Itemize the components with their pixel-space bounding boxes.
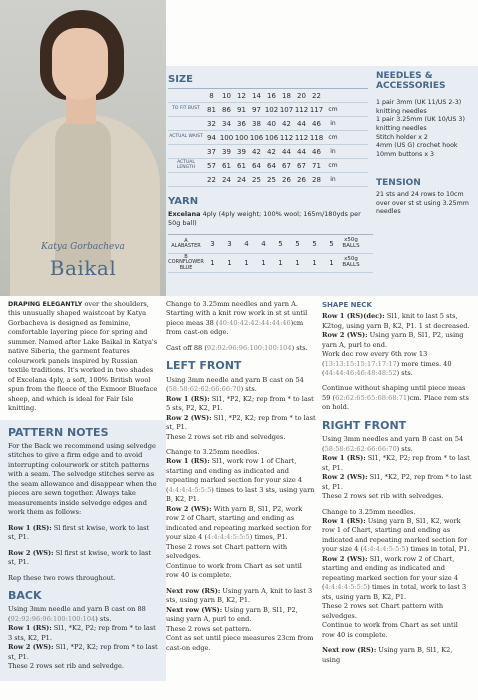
yarn-cell: 5: [278, 240, 283, 248]
pattern-notes-text: For the Back we recommend using selvedge stitches to give a firm edge and to avoid interrupting colourwork or stitch patterns with a seam. The selvedge stitches serve as the seam allowance and disappear when the pieces are sewn together. Always take measurements inside selvedge edges and work them as follows:: [8, 442, 157, 517]
lf-next-ws-label: Next row (WS):: [166, 605, 223, 614]
yarn-cell: 5: [295, 240, 300, 248]
rf-chart-row-1-sizes: 4:4:4:4:5:5:5: [363, 545, 406, 554]
rf-chart-row-2: [322, 555, 472, 602]
intro-text: over the shoulders, this unusually shaped waistcoat by Katya Gorbacheva is designed as feminine, comfortable layering piece for spring and summer. Named after Lake Baikal in Katya's native Siberia, the garment features colourwork panels inspired by Russian textile traditions. It's worked in two shades of Excelana 4ply, a soft, 100% British wool spun from the fleece of the Exmoor Blueface sheep, and which is ideal for Fair Isle knitting.: [8, 300, 158, 413]
size-cell: 8: [209, 91, 214, 100]
lf-chart-row-1-label: Row 1 (RS):: [166, 457, 210, 466]
size-cell: 25: [267, 175, 276, 184]
lf-cast-on: [166, 376, 316, 442]
size-cell: 97: [252, 105, 261, 114]
size-cell: 44: [297, 119, 306, 128]
yarn-code: A: [184, 237, 188, 244]
size-cell: 67: [282, 161, 291, 170]
rf-row-2-text: Sl1, *K2, P2, rep from * to last st, P1.: [322, 473, 472, 491]
intro-paragraph: [8, 300, 158, 414]
rf-chart-row-2-post: ) times in total, work to last 3 sts, using yarn B, K2, P1.: [322, 583, 467, 601]
shape-neck-heading: SHAPE NECK: [322, 301, 372, 309]
size-row-label: TO FIT BUST: [172, 106, 200, 112]
size-cell: 100: [234, 133, 249, 142]
notes-row-2: [8, 549, 158, 568]
yarn-cell: 4: [244, 240, 249, 248]
size-cell: 16: [267, 91, 276, 100]
size-cell: 46: [312, 119, 321, 128]
needles-item: 10mm buttons x 3: [376, 151, 435, 159]
rf-row-1-label: Row 1 (RS):: [322, 454, 366, 463]
size-unit: in: [330, 148, 336, 155]
yarn-cell: 3: [227, 240, 232, 248]
lf-chart-row-2-sizes: 4:4:4:4:5:5:5: [207, 533, 250, 542]
sn-cont-post: )cm. Place rem sts on hold.: [322, 393, 469, 412]
size-cell: 42: [282, 119, 291, 128]
rf-chart-row-2-label: Row 2 (WS):: [322, 554, 368, 563]
needles-item: 1 pair 3.25mm (UK 10/US 3) knitting needles: [376, 116, 465, 133]
yarn-desc-text: 4ply (4ply weight; 100% wool; 165m/180yds per 50g ball): [168, 210, 361, 228]
size-cell: 36: [237, 119, 246, 128]
yarn-code: B: [184, 253, 188, 260]
size-cell: 46: [312, 147, 321, 156]
size-cell: 32: [207, 119, 216, 128]
column-2: [166, 300, 316, 659]
lf-next-rs-label: Next row (RS):: [166, 586, 221, 595]
size-cell: 118: [309, 133, 324, 142]
sn-cont-sizes: 62:62:65:65:68:68:71: [335, 393, 408, 402]
needles-heading-line2: ACCESSORIES: [376, 80, 446, 91]
model-face: [52, 28, 108, 100]
yarn-row-label: [168, 255, 204, 272]
size-cell: 112: [294, 105, 309, 114]
size-cell: 12: [237, 91, 246, 100]
rf-chart-row-1-post: ) times in total, P1.: [405, 545, 470, 554]
back-body-sizes: 40:40:42:42:44:44:46: [218, 318, 291, 327]
left-front-heading: LEFT FRONT: [166, 359, 242, 373]
yarn-row: [168, 235, 373, 254]
size-row: [168, 131, 368, 145]
back-body-post: )cm from cast-on edge.: [166, 318, 304, 337]
intro-lead: DRAPING ELEGANTLY: [8, 301, 83, 308]
size-cell: 112: [279, 133, 294, 142]
back-row-2-label: Row 2 (WS):: [8, 643, 54, 652]
lf-cast-sizes: 58:58:62:62:66:66:70: [168, 385, 241, 394]
size-cell: 44: [297, 147, 306, 156]
pattern-title: Baikal: [49, 256, 117, 280]
rf-cast-pre: Using 3mm needles and yarn B cast on 54 (: [322, 435, 464, 453]
yarn-table: [168, 234, 373, 273]
size-cell: 57: [207, 161, 216, 170]
size-cell: 26: [282, 175, 291, 184]
size-row: [168, 173, 368, 187]
yarn-description: [168, 210, 373, 228]
back-cast-off: [166, 344, 316, 353]
sn-row-2-text: Using yarn B, Sl1, P2, using yarn A, purl to end.: [322, 331, 464, 349]
yarn-cell: 1: [210, 259, 215, 267]
size-cell: 91: [237, 105, 246, 114]
lf-row-2-label: Row 2 (WS):: [166, 413, 212, 422]
lf-chart-row-1-post: ) times to last 3 sts, using yarn B, K2, P1.: [166, 485, 315, 504]
lf-next-ws-text: Using yarn B, Sl1, P2, using yarn A, purl to end.: [166, 605, 298, 624]
size-row: [168, 145, 368, 159]
lf-row-1-text: Sl1, *P2, K2; rep from * to last 5 sts, P2, K2, P1.: [166, 394, 314, 413]
sn-row-1-label: Row 1 (RS)(dec):: [322, 312, 385, 321]
back-cast-pre: Using 3mm needle and yarn B cast on 88 (: [8, 605, 146, 623]
sn-dec-mid: ) more times. 40 (: [322, 359, 452, 377]
size-unit: cm: [328, 162, 338, 169]
size-cell: 18: [282, 91, 291, 100]
back-row-1-label: Row 1 (RS):: [8, 624, 52, 633]
rf-next-label: Next row (RS):: [322, 646, 377, 655]
sn-dec-pre: Work dec row every 6th row 13 (: [322, 350, 428, 368]
notes-repeat: Rep these two rows throughout.: [8, 573, 116, 582]
notes-row-1-text: Sl first st kwise, work to last st, P1.: [8, 523, 150, 542]
notes-row-2-text: Sl first st kwise, work to last st, P1.: [8, 548, 152, 567]
size-cell: 117: [309, 105, 324, 114]
size-cell: 20: [297, 91, 306, 100]
yarn-cell: 5: [329, 240, 334, 248]
size-cell: 107: [279, 105, 294, 114]
column-3: [322, 300, 472, 671]
lf-chart-row-2-text: With yarn B, Sl1, P2, work row 2 of Chart, starting and ending as indicated and repeating marked section for your size 4 (: [166, 504, 312, 542]
designer-name: Katya Gorbacheva: [41, 242, 125, 252]
size-cell: 24: [237, 175, 246, 184]
size-cell: 67: [297, 161, 306, 170]
size-row: [168, 117, 368, 131]
size-unit: in: [330, 120, 336, 127]
sn-dec-sizes-2: 44:44:46:46:48:48:52: [324, 368, 397, 377]
back-cast-post: ) sts.: [95, 614, 112, 623]
size-row: [168, 159, 368, 173]
size-cell: 100: [219, 133, 234, 142]
back-rib-set: These 2 rows set rib and selvedge.: [8, 662, 125, 671]
needles-heading: [376, 72, 445, 92]
back-body-text: Change to 3.25mm needles and yarn A. Starting with a knit row work in st st until piece meas 38 (: [166, 300, 308, 327]
lf-row-2-text: Sl1, *P2, K2; rep from * to last st, P1.: [166, 413, 316, 432]
size-cell: 22: [312, 91, 321, 100]
rf-cast-sizes: 58:58:62:62:66:66:70: [324, 444, 397, 453]
rf-change-needles: Change to 3.25mm needles.: [322, 507, 416, 516]
size-cell: 61: [222, 161, 231, 170]
size-cell: 39: [222, 147, 231, 156]
size-row-label: ACTUAL WAIST: [169, 134, 203, 140]
yarn-cell: 3: [210, 240, 215, 248]
yarn-unit: x50g BALLS: [342, 256, 360, 268]
size-cell: 24: [222, 175, 231, 184]
yarn-cell: 1: [295, 259, 300, 267]
right-front-heading: RIGHT FRONT: [322, 418, 407, 432]
rf-chart-row-1: [322, 517, 472, 555]
yarn-cell: 1: [329, 259, 334, 267]
size-unit: cm: [328, 134, 338, 141]
size-cell: 42: [267, 147, 276, 156]
yarn-cell: 1: [244, 259, 249, 267]
size-row: [168, 89, 368, 103]
pattern-notes-heading: PATTERN NOTES: [8, 425, 109, 439]
rf-cast-post: ) sts.: [396, 444, 413, 453]
lf-pattern-set: These 2 rows set pattern.: [166, 624, 252, 633]
size-heading: SIZE: [168, 74, 194, 85]
size-cell: 81: [207, 105, 216, 114]
size-cell: 14: [252, 91, 261, 100]
back-row-1-text: Sl1, *K2, P2; rep from * to last 3 sts, K2, P1.: [8, 624, 156, 642]
size-cell: 28: [312, 175, 321, 184]
sn-row-1-text: Sl1, knit to last 5 sts, K2tog, using yarn B, K2, P1. 1 st decreased.: [322, 312, 470, 330]
rf-chart-set: These 2 rows set Chart pattern with selvedges.: [322, 602, 444, 620]
size-cell: 42: [252, 147, 261, 156]
column-1: [8, 300, 158, 681]
needles-item: 4mm (US G) crochet hook: [376, 142, 458, 150]
tension-heading: TENSION: [376, 178, 421, 188]
size-row-label: ACTUAL LENGTH: [176, 159, 196, 170]
rf-cast-on: [322, 435, 472, 501]
lf-row-1-label: Row 1 (RS):: [166, 394, 210, 403]
lf-continue: Continue to work from Chart as set until row 40 is complete.: [166, 561, 302, 580]
size-cell: 112: [294, 133, 309, 142]
notes-row-1: [8, 524, 158, 543]
back-row-2-text: Sl1, *P2, K2; rep from * to last st, P1.: [8, 643, 158, 661]
back-heading: BACK: [8, 589, 42, 603]
lf-next-rs-text: Using yarn A, knit to last 3 sts, using yarn B, K2, P1.: [166, 586, 313, 605]
rf-row-2-label: Row 2 (WS):: [322, 473, 368, 482]
size-cell: 71: [312, 161, 321, 170]
size-cell: 38: [252, 119, 261, 128]
size-cell: 40: [267, 119, 276, 128]
back-body-paragraph: [166, 300, 316, 338]
yarn-cell: 4: [261, 240, 266, 248]
rf-row-1-text: Sl1, *K2, P2; rep from * to last st, P1.: [322, 454, 470, 472]
model-photo: [0, 0, 166, 296]
size-cell: 22: [207, 175, 216, 184]
lf-cont: Cont as set until piece measures 23cm from cast-on edge.: [166, 634, 314, 652]
rf-continue: Continue to work from Chart as set until row 40 is complete.: [322, 621, 458, 639]
needles-heading-line1: NEEDLES &: [376, 71, 433, 81]
yarn-brand: Excelana: [168, 210, 201, 218]
yarn-cell: 1: [261, 259, 266, 267]
rf-rib-set: These 2 rows set rib with selvedges.: [322, 492, 444, 501]
sn-cont-pre: Continue without shaping until piece meas 59 (: [322, 384, 466, 402]
size-cell: 106: [249, 133, 264, 142]
size-cell: 25: [252, 175, 261, 184]
lf-rib-set: These 2 rows set rib and selvedges.: [166, 432, 286, 441]
back-cast-on: [8, 605, 158, 671]
size-cell: 64: [252, 161, 261, 170]
size-cell: 86: [222, 105, 231, 114]
back-cast-sizes: 92:92:96:96:100:100:104: [10, 614, 96, 623]
size-cell: 106: [264, 133, 279, 142]
yarn-shade-name: ALABASTER: [171, 243, 201, 249]
rf-chart-row-1-text: Using yarn B, Sl1, K2, work row 1 of Chart, starting and ending as indicated and repeating marked section for your size 4 (: [322, 516, 468, 554]
lf-chart-row-1: [166, 457, 316, 504]
size-unit: in: [330, 176, 336, 183]
needles-list: [376, 99, 476, 160]
size-cell: 102: [264, 105, 279, 114]
size-row: [168, 103, 368, 117]
lf-chart-set: These 2 rows set Chart pattern with selvedges.: [166, 542, 288, 561]
lf-chart-row-2-post: ) times, P1.: [249, 533, 288, 542]
yarn-unit: x50g BALLS: [342, 237, 360, 249]
cast-off-post: ) sts.: [291, 343, 308, 352]
sn-continue: [322, 384, 472, 412]
pattern-notes-box: [0, 420, 166, 681]
size-cell: 10: [222, 91, 231, 100]
yarn-cell: 5: [312, 240, 317, 248]
yarn-cell: 1: [312, 259, 317, 267]
lf-chart-row-2-label: Row 2 (WS):: [166, 504, 212, 513]
lf-cast-post: ) sts.: [240, 385, 257, 394]
yarn-heading: YARN: [168, 196, 199, 207]
rf-chart-row-1-label: Row 1 (RS):: [322, 516, 366, 525]
lf-chart-row-2: [166, 505, 316, 543]
notes-row-1-label: Row 1 (RS):: [8, 523, 52, 532]
needles-item: Stitch holder x 2: [376, 133, 428, 141]
needles-item: 1 pair 3mm (UK 11/US 2-3) knitting needles: [376, 99, 462, 115]
rf-next-text: Using yarn B, Sl1, K2, using: [322, 646, 453, 664]
sn-dec-post: ) sts.: [396, 368, 413, 377]
lf-change-needles: Change to 3.25mm needles.: [166, 448, 260, 456]
size-cell: 61: [237, 161, 246, 170]
sn-row-2-label: Row 2 (WS):: [322, 331, 368, 340]
size-unit: cm: [328, 106, 338, 113]
rf-chart-row-2-sizes: 4:4:4:4:5:5:5: [324, 583, 368, 592]
lf-chart-row-1-text: Sl1, work row 1 of Chart, starting and ending as indicated and repeating marked section for your size 4 (: [166, 457, 303, 494]
rf-chart-row-2-text: Sl1, work row 2 of Chart, starting and ending as indicated and repeating marked section for your size 4 (: [322, 554, 459, 592]
shape-neck-rows: [322, 312, 472, 378]
size-cell: 94: [207, 133, 216, 142]
size-table: [168, 88, 368, 187]
cast-off-sizes: 92:92:96:96:100:100:104: [206, 343, 292, 352]
lf-cast-pre: Using 3mm needle and yarn B cast on 54 (: [166, 375, 304, 394]
size-cell: 37: [207, 147, 216, 156]
yarn-row-label: [168, 239, 204, 250]
lf-chart-row-1-sizes: 4:4:4:4:5:5:5: [168, 485, 212, 494]
lf-next-rows: [166, 587, 316, 653]
yarn-cell: 1: [227, 259, 232, 267]
size-cell: 26: [297, 175, 306, 184]
size-cell: 39: [237, 147, 246, 156]
cast-off-pre: Cast off 88 (: [166, 343, 207, 352]
yarn-shade-name: CORNFLOWER BLUE: [168, 259, 204, 271]
sn-dec-sizes: 13:13:15:15:17:17:17: [324, 359, 397, 368]
size-cell: 44: [282, 147, 291, 156]
size-cell: 34: [222, 119, 231, 128]
yarn-cell: 1: [278, 259, 283, 267]
rf-next-row: [322, 646, 472, 665]
notes-row-2-label: Row 2 (WS):: [8, 548, 54, 557]
tension-text: 21 sts and 24 rows to 10cm over over st st using 3.25mm needles: [376, 191, 469, 216]
size-cell: 64: [267, 161, 276, 170]
yarn-row: [168, 254, 373, 273]
